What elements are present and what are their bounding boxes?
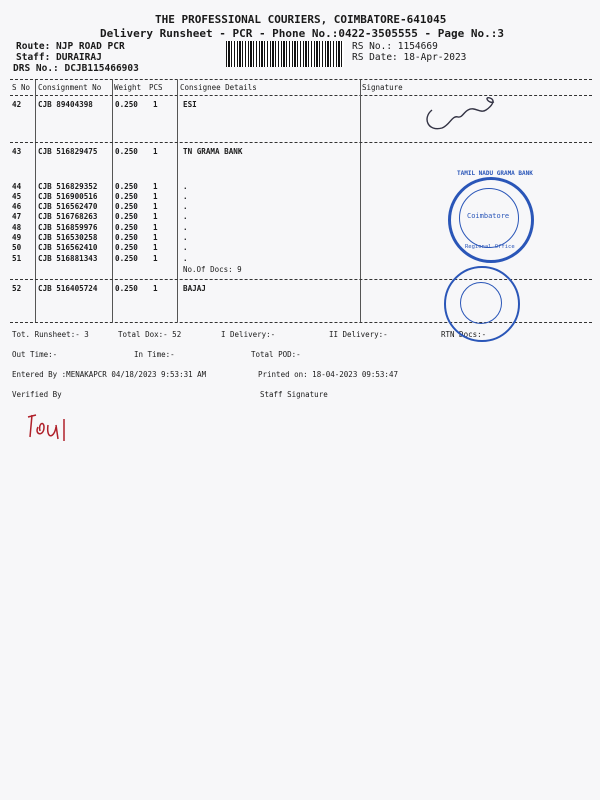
col-signature: Signature bbox=[362, 83, 403, 92]
row-weight: 0.250 bbox=[115, 212, 138, 221]
row-sno: 46 bbox=[12, 202, 22, 211]
row-weight: 0.250 bbox=[115, 233, 138, 242]
col-pcs: PCS bbox=[149, 83, 163, 92]
row-detail: . bbox=[183, 192, 188, 201]
row-pcs: 1 bbox=[153, 182, 158, 191]
row-pcs: 1 bbox=[153, 254, 158, 263]
staff-label: Staff: DURAIRAJ bbox=[16, 52, 102, 63]
in-time: In Time:- bbox=[134, 350, 175, 359]
row-consignment: CJB 516829352 bbox=[38, 182, 98, 191]
row-sno: 47 bbox=[12, 212, 22, 221]
row-consignment: CJB 516562470 bbox=[38, 202, 98, 211]
row-weight: 0.250 bbox=[115, 223, 138, 232]
row-detail: . bbox=[183, 243, 188, 252]
row-consignee: TN GRAMA BANK bbox=[183, 147, 243, 156]
row-consignment: CJB 516859976 bbox=[38, 223, 98, 232]
divider bbox=[10, 142, 592, 143]
tot-runsheet: Tot. Runsheet:- 3 bbox=[12, 330, 89, 339]
row-weight: 0.250 bbox=[115, 182, 138, 191]
row-consignment: CJB 89404398 bbox=[38, 100, 93, 109]
row-weight: 0.250 bbox=[115, 243, 138, 252]
row-pcs: 1 bbox=[153, 284, 158, 293]
stamp-title: TAMIL NADU GRAMA BANK bbox=[457, 170, 533, 177]
row-pcs: 1 bbox=[153, 192, 158, 201]
row-weight: 0.250 bbox=[115, 202, 138, 211]
row-sno: 52 bbox=[12, 284, 22, 293]
docs-count-note: No.Of Docs: 9 bbox=[183, 265, 242, 274]
bank-stamp bbox=[448, 170, 534, 263]
row-sno: 50 bbox=[12, 243, 22, 252]
col-sno: S No bbox=[12, 83, 31, 92]
row-consignment: CJB 516768263 bbox=[38, 212, 98, 221]
total-pod: Total POD:- bbox=[251, 350, 301, 359]
row-consignment: CJB 516829475 bbox=[38, 147, 98, 156]
row-sno: 48 bbox=[12, 223, 22, 232]
row-detail: . bbox=[183, 254, 188, 263]
i-delivery: I Delivery:- bbox=[221, 330, 276, 339]
row-detail: . bbox=[183, 223, 188, 232]
col-consignee: Consignee Details bbox=[180, 83, 257, 92]
col-separator bbox=[112, 80, 113, 322]
route-label: Route: NJP ROAD PCR bbox=[16, 41, 125, 52]
row-detail: . bbox=[183, 202, 188, 211]
row-pcs: 1 bbox=[153, 202, 158, 211]
divider bbox=[10, 95, 592, 96]
runsheet-subtitle: Delivery Runsheet - PCR - Phone No.:0422-3505555 - Page No.:3 bbox=[100, 27, 504, 40]
row-sno: 45 bbox=[12, 192, 22, 201]
col-separator bbox=[35, 80, 36, 322]
delivery-stamp bbox=[444, 266, 520, 342]
row-detail: . bbox=[183, 212, 188, 221]
ii-delivery: II Delivery:- bbox=[329, 330, 388, 339]
verifier-signature bbox=[24, 405, 84, 445]
row-sno: 44 bbox=[12, 182, 22, 191]
rs-number: RS No.: 1154669 bbox=[352, 41, 438, 52]
stamp-office: Regional Office bbox=[465, 244, 515, 250]
company-title: THE PROFESSIONAL COURIERS, COIMBATORE-641045 bbox=[155, 13, 447, 26]
row-detail: . bbox=[183, 233, 188, 242]
row-detail: . bbox=[183, 182, 188, 191]
rs-date: RS Date: 18-Apr-2023 bbox=[352, 52, 467, 63]
drs-number: DRS No.: DCJB115466903 bbox=[13, 63, 139, 74]
row-consignment: CJB 516405724 bbox=[38, 284, 98, 293]
stamp-city: Coimbatore bbox=[467, 212, 510, 220]
row-sno: 49 bbox=[12, 233, 22, 242]
row-pcs: 1 bbox=[153, 243, 158, 252]
staff-signature: Staff Signature bbox=[260, 390, 328, 399]
out-time: Out Time:- bbox=[12, 350, 58, 359]
row-sno: 43 bbox=[12, 147, 22, 156]
row-pcs: 1 bbox=[153, 212, 158, 221]
row-consignment: CJB 516881343 bbox=[38, 254, 98, 263]
col-separator bbox=[360, 80, 361, 322]
divider bbox=[10, 79, 592, 80]
entered-by: Entered By :MENAKAPCR 04/18/2023 9:53:31 AM bbox=[12, 370, 207, 379]
printed-on: Printed on: 18-04-2023 09:53:47 bbox=[258, 370, 398, 379]
row-weight: 0.250 bbox=[115, 284, 138, 293]
col-consignment: Consignment No bbox=[38, 83, 102, 92]
row-sno: 42 bbox=[12, 100, 22, 109]
row-consignment: CJB 516900516 bbox=[38, 192, 98, 201]
row-pcs: 1 bbox=[153, 223, 158, 232]
row-weight: 0.250 bbox=[115, 147, 138, 156]
row-weight: 0.250 bbox=[115, 100, 138, 109]
barcode bbox=[226, 41, 344, 67]
total-dox: Total Dox:- 52 bbox=[118, 330, 182, 339]
col-weight: Weight bbox=[114, 83, 142, 92]
rtn-docs: RTN Docs:- bbox=[441, 330, 487, 339]
row-sno: 51 bbox=[12, 254, 22, 263]
row-weight: 0.250 bbox=[115, 254, 138, 263]
row-consignment: CJB 516530258 bbox=[38, 233, 98, 242]
consignee-signature bbox=[420, 90, 500, 135]
row-pcs: 1 bbox=[153, 147, 158, 156]
row-consignee: ESI bbox=[183, 100, 197, 109]
row-consignment: CJB 516562410 bbox=[38, 243, 98, 252]
verified-by: Verified By bbox=[12, 390, 62, 399]
col-separator bbox=[177, 80, 178, 322]
row-pcs: 1 bbox=[153, 233, 158, 242]
row-pcs: 1 bbox=[153, 100, 158, 109]
row-weight: 0.250 bbox=[115, 192, 138, 201]
row-consignee: BAJAJ bbox=[183, 284, 206, 293]
